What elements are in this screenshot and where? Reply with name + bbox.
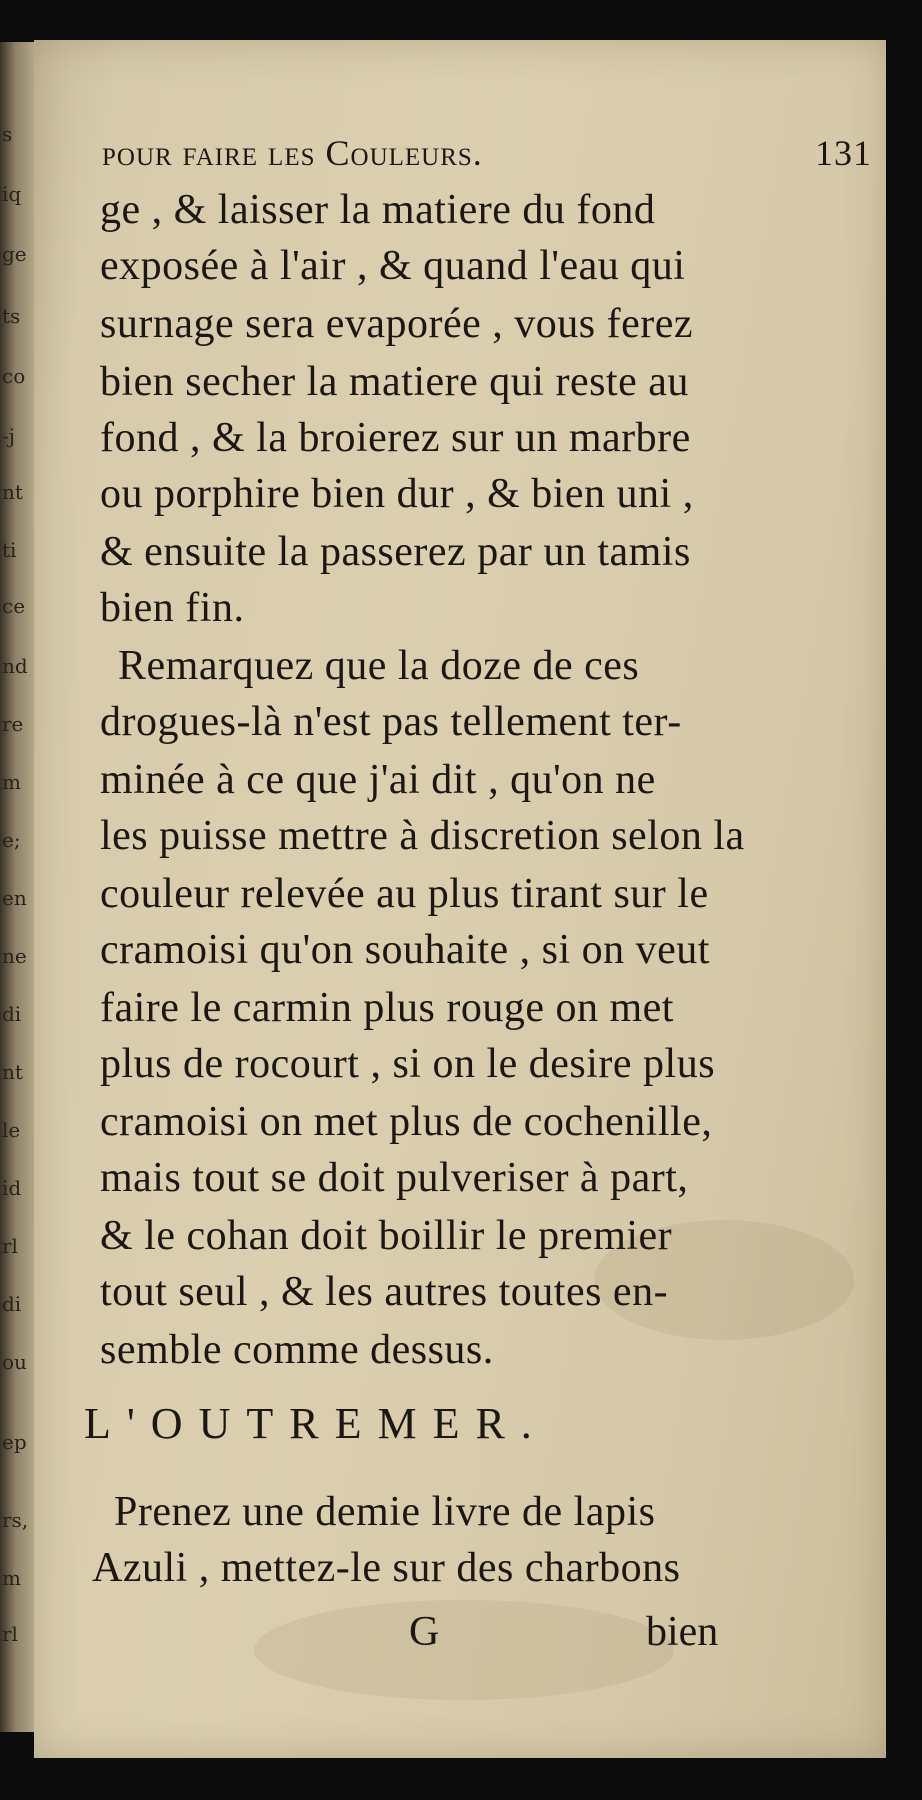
facing-page-fragment: -j (2, 424, 15, 448)
text-line: faire le carmin plus rouge on met (100, 985, 674, 1031)
facing-page-fragment: rl (2, 1234, 18, 1258)
text-line: bien fin. (100, 585, 245, 631)
facing-page-fragment: ce (2, 594, 26, 618)
facing-page-fragment: co (2, 364, 26, 388)
facing-page-fragment: nt (2, 1060, 23, 1084)
signature-mark: G (409, 1609, 440, 1655)
text-line: exposée à l'air , & quand l'eau qui (100, 243, 686, 289)
running-head-title: pour faire les Couleurs. (102, 133, 483, 173)
text-line: mais tout se doit pulveriser à part, (100, 1155, 689, 1201)
facing-page-fragment: ti (2, 538, 17, 562)
text-line: cramoisi on met plus de cochenille, (100, 1099, 713, 1145)
section-heading: L'OUTREMER. (84, 1399, 548, 1448)
text-line: tout seul , & les autres toutes en- (100, 1269, 669, 1315)
text-line: couleur relevée au plus tirant sur le (100, 871, 709, 917)
book-page (34, 40, 886, 1758)
facing-page-fragment: ne (2, 944, 27, 968)
text-line: ge , & laisser la matiere du fond (100, 187, 656, 233)
facing-page-fragment: en (2, 886, 27, 910)
text-line: bien secher la matiere qui reste au (100, 359, 689, 405)
text-line: plus de rocourt , si on le desire plus (100, 1041, 716, 1087)
text-line: & le cohan doit boillir le premier (100, 1213, 673, 1259)
facing-page-fragment: m (2, 1566, 21, 1590)
facing-page-fragment: re (2, 712, 24, 736)
facing-page-fragment: di (2, 1002, 22, 1026)
text-line: drogues-là n'est pas tellement ter- (100, 699, 682, 745)
text-line: Azuli , mettez-le sur des charbons (92, 1545, 681, 1591)
facing-page-fragment: ep (2, 1430, 27, 1454)
facing-page-fragment: rl (2, 1622, 18, 1646)
body-text (34, 40, 886, 1758)
text-line: cramoisi qu'on souhaite , si on veut (100, 927, 710, 973)
text-line: surnage sera evaporée , vous ferez (100, 301, 694, 347)
text-line: & ensuite la passerez par un tamis (100, 529, 691, 575)
text-line: semble comme dessus. (100, 1327, 494, 1373)
facing-page-fragment: le (2, 1118, 21, 1142)
text-line: fond , & la broierez sur un marbre (100, 415, 691, 461)
facing-page-fragment: di (2, 1292, 22, 1316)
facing-page-fragment: ge (2, 242, 27, 266)
text-line: Remarquez que la doze de ces (118, 643, 640, 689)
facing-page-fragment: rs, (2, 1508, 29, 1532)
page-number: 131 (815, 133, 872, 173)
facing-page-fragment: e; (2, 828, 21, 852)
facing-page-fragment: s (2, 122, 13, 146)
catchword: bien (646, 1609, 719, 1655)
facing-page-fragment: id (2, 1176, 22, 1200)
text-line: Prenez une demie livre de lapis (114, 1489, 656, 1535)
text-line: minée à ce que j'ai dit , qu'on ne (100, 757, 656, 803)
facing-page-fragment: iq (2, 182, 22, 206)
facing-page-fragment: nt (2, 480, 23, 504)
facing-page-fragment: nd (2, 654, 28, 678)
text-line: les puisse mettre à discretion selon la (100, 813, 745, 859)
text-line: ou porphire bien dur , & bien uni , (100, 471, 694, 517)
facing-page-fragment: ts (2, 304, 21, 328)
facing-page-fragment: m (2, 770, 21, 794)
facing-page-edge (0, 42, 34, 1732)
facing-page-fragment: ou (2, 1350, 27, 1374)
